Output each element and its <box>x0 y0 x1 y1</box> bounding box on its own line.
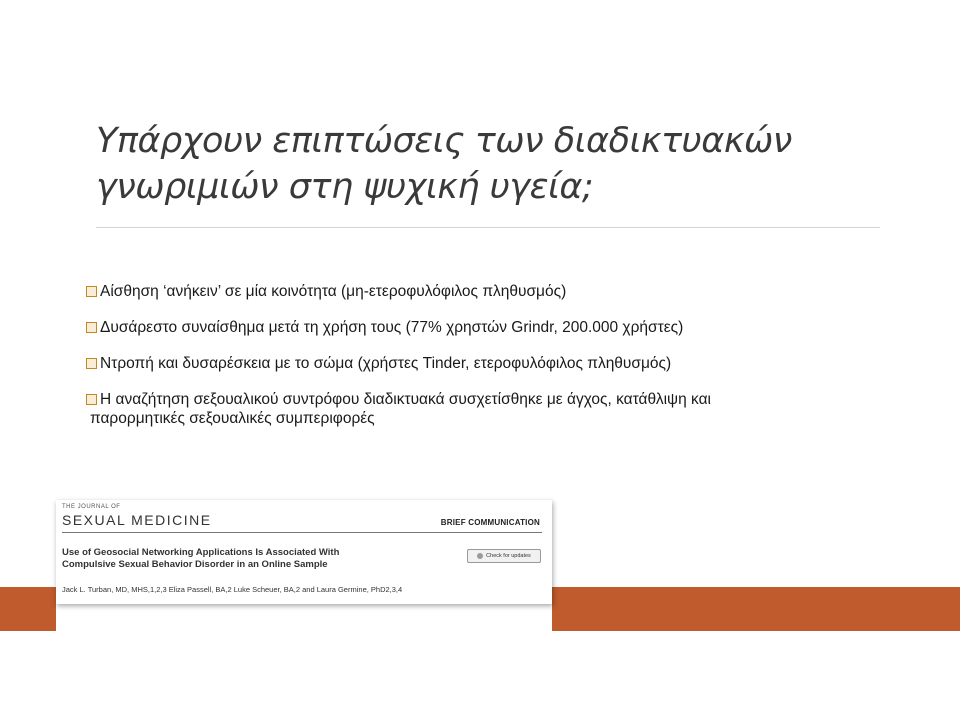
paper-title-line-2: Compulsive Sexual Behavior Disorder in an Online Sample <box>62 559 328 570</box>
bullet-item <box>86 318 876 337</box>
bullet-text: Ντροπή και δυσαρέσκεια με το σώμα (χρήστες Tinder, ετεροφυλόφιλος πληθυσμός) <box>100 355 672 372</box>
check-for-updates-label: Check for updates <box>486 553 531 559</box>
journal-prefix: THE JOURNAL OF <box>62 504 121 510</box>
accent-band-left <box>0 587 56 631</box>
checkbox-bullet-icon <box>86 322 97 333</box>
journal-divider <box>62 532 542 533</box>
bullet-text-line-1: Η αναζήτηση σεξουαλικού συντρόφου διαδικτυακά συσχετίσθηκε με άγχος, κατάθλιψη και <box>100 391 711 408</box>
paper-screenshot <box>56 500 552 604</box>
bullet-text: Δυσάρεστο συναίσθημα μετά τη χρήση τους (77% χρηστών Grindr, 200.000 χρήστες) <box>100 319 684 336</box>
bullet-text-line-2: παρορμητικές σεξουαλικές συμπεριφορές <box>90 410 375 427</box>
bullet-item <box>86 282 876 301</box>
paper-title <box>62 547 462 571</box>
paper-title-line-1: Use of Geosocial Networking Applications Is Associated With <box>62 547 340 558</box>
update-badge-icon <box>477 553 483 559</box>
checkbox-bullet-icon <box>86 358 97 369</box>
bullet-list <box>86 282 876 428</box>
bullet-text <box>90 390 711 428</box>
bullet-item <box>86 354 876 373</box>
checkbox-bullet-icon <box>86 286 97 297</box>
slide-title-line-1: Υπάρχουν επιπτώσεις των διαδικτυακών <box>96 121 792 161</box>
title-divider <box>96 227 880 228</box>
bullet-text: Αίσθηση ‘ανήκειν’ σε μία κοινότητα (μη-ετεροφυλόφιλος πληθυσμός) <box>100 283 567 300</box>
bullet-item <box>86 390 876 428</box>
slide-title <box>96 118 896 210</box>
checkbox-bullet-icon <box>86 394 97 405</box>
journal-name: SEXUAL MEDICINE <box>62 512 212 528</box>
slide-title-line-2: γνωριμιών στη ψυχική υγεία; <box>96 167 594 207</box>
section-label: BRIEF COMMUNICATION <box>440 518 540 527</box>
check-for-updates-button[interactable] <box>467 549 541 563</box>
paper-authors: Jack L. Turban, MD, MHS,1,2,3 Eliza Passell, BA,2 Luke Scheuer, BA,2 and Laura Germine, PhD2,3,4 <box>62 585 403 594</box>
accent-band <box>552 587 960 631</box>
